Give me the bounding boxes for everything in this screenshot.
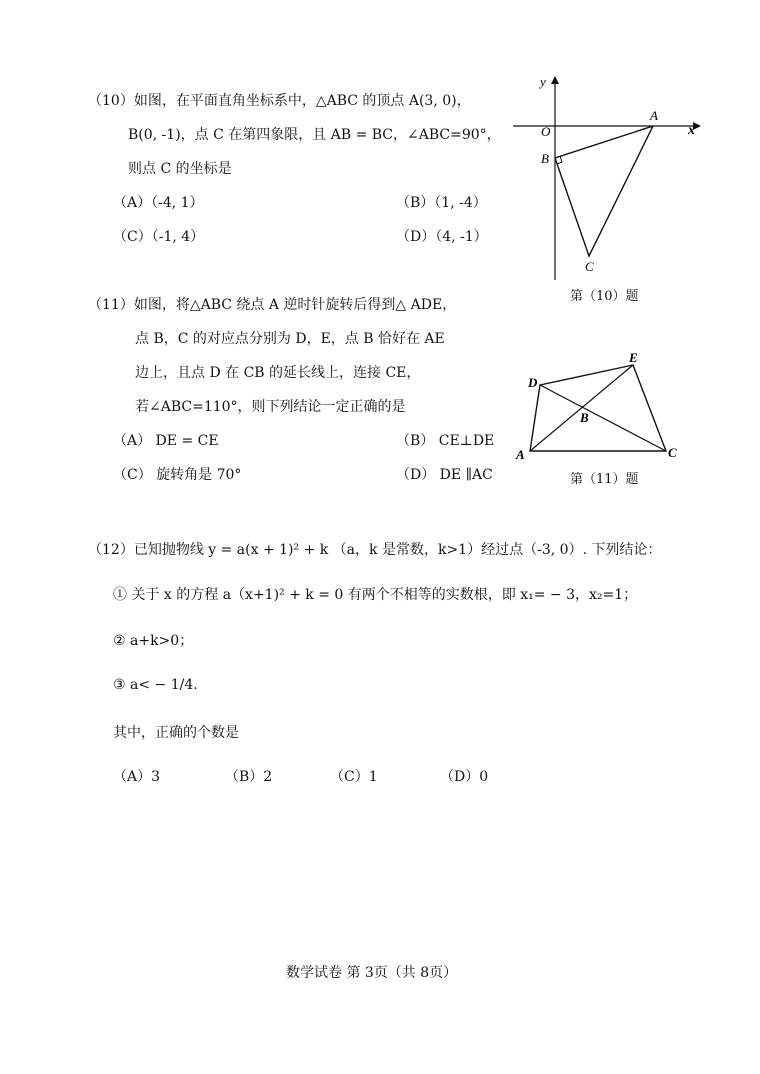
q10-label-y: y	[540, 74, 546, 89]
q10-option-c: （C）（-1, 4）	[113, 229, 205, 245]
q10-label-b: B	[541, 151, 549, 166]
q12-statement-2: ② a+k>0；	[113, 633, 194, 649]
q12-statement-1: ① 关于 x 的方程 a（x+1)² + k = 0 有两个不相等的实数根，即 x₁= − 3，x₂=1；	[113, 587, 638, 603]
q12-option-d: （D）0	[440, 769, 489, 785]
q11-option-b: （B） CE⊥DE	[396, 433, 495, 449]
q11-label-a: A	[516, 447, 525, 462]
q10-figure	[505, 70, 705, 290]
q12-option-c: （C）1	[330, 769, 378, 785]
q11-line-3: 边上，且点 D 在 CB 的延长线上，连接 CE，	[135, 365, 421, 381]
q11-figure	[510, 345, 690, 465]
q11-option-a: （A） DE = CE	[113, 433, 219, 449]
q11-label-b: B	[580, 410, 589, 425]
q12-stem: （12）已知抛物线 y = a(x + 1)² + k （a，k 是常数，k>1）经过点（-3, 0）. 下列结论：	[88, 542, 662, 558]
q11-label-e: E	[629, 350, 638, 365]
q11-label-c: C	[668, 445, 677, 460]
q10-option-a: （A）（-4, 1）	[113, 195, 204, 211]
q10-label-o: O	[541, 124, 551, 139]
q10-line-1: （10）如图，在平面直角坐标系中，△ABC 的顶点 A(3, 0)，	[88, 93, 471, 109]
q10-caption: 第（10）题	[570, 289, 639, 304]
q10-option-b: （B）（1, -4）	[396, 195, 487, 211]
q11-label-d: D	[528, 375, 538, 390]
q10-label-a: A	[650, 108, 658, 123]
q11-line-2: 点 B，C 的对应点分别为 D，E，点 B 恰好在 AE	[135, 331, 445, 347]
q12-question: 其中，正确的个数是	[113, 725, 239, 741]
q11-caption: 第（11）题	[570, 472, 639, 487]
q10-label-c: C	[585, 259, 594, 274]
q12-statement-3: ③ a< − 1/4.	[113, 677, 198, 693]
q11-option-c: （C） 旋转角是 70°	[113, 467, 242, 483]
q11-line-4: 若∠ABC=110°，则下列结论一定正确的是	[135, 399, 406, 415]
q12-option-b: （B）2	[225, 769, 273, 785]
q10-line-2: B(0, -1)，点 C 在第四象限，且 AB = BC，∠ABC=90°，	[128, 127, 501, 143]
q12-option-a: （A）3	[113, 769, 161, 785]
q11-option-d: （D） DE ∥AC	[396, 467, 493, 483]
q10-option-d: （D）（4, -1）	[396, 229, 488, 245]
q10-line-3: 则点 C 的坐标是	[128, 161, 232, 177]
page-footer: 数学试卷 第 3页（共 8页）	[286, 965, 458, 981]
q11-line-1: （11）如图，将△ABC 绕点 A 逆时针旋转后得到△ ADE，	[88, 297, 457, 313]
q10-label-x: x	[688, 123, 695, 138]
